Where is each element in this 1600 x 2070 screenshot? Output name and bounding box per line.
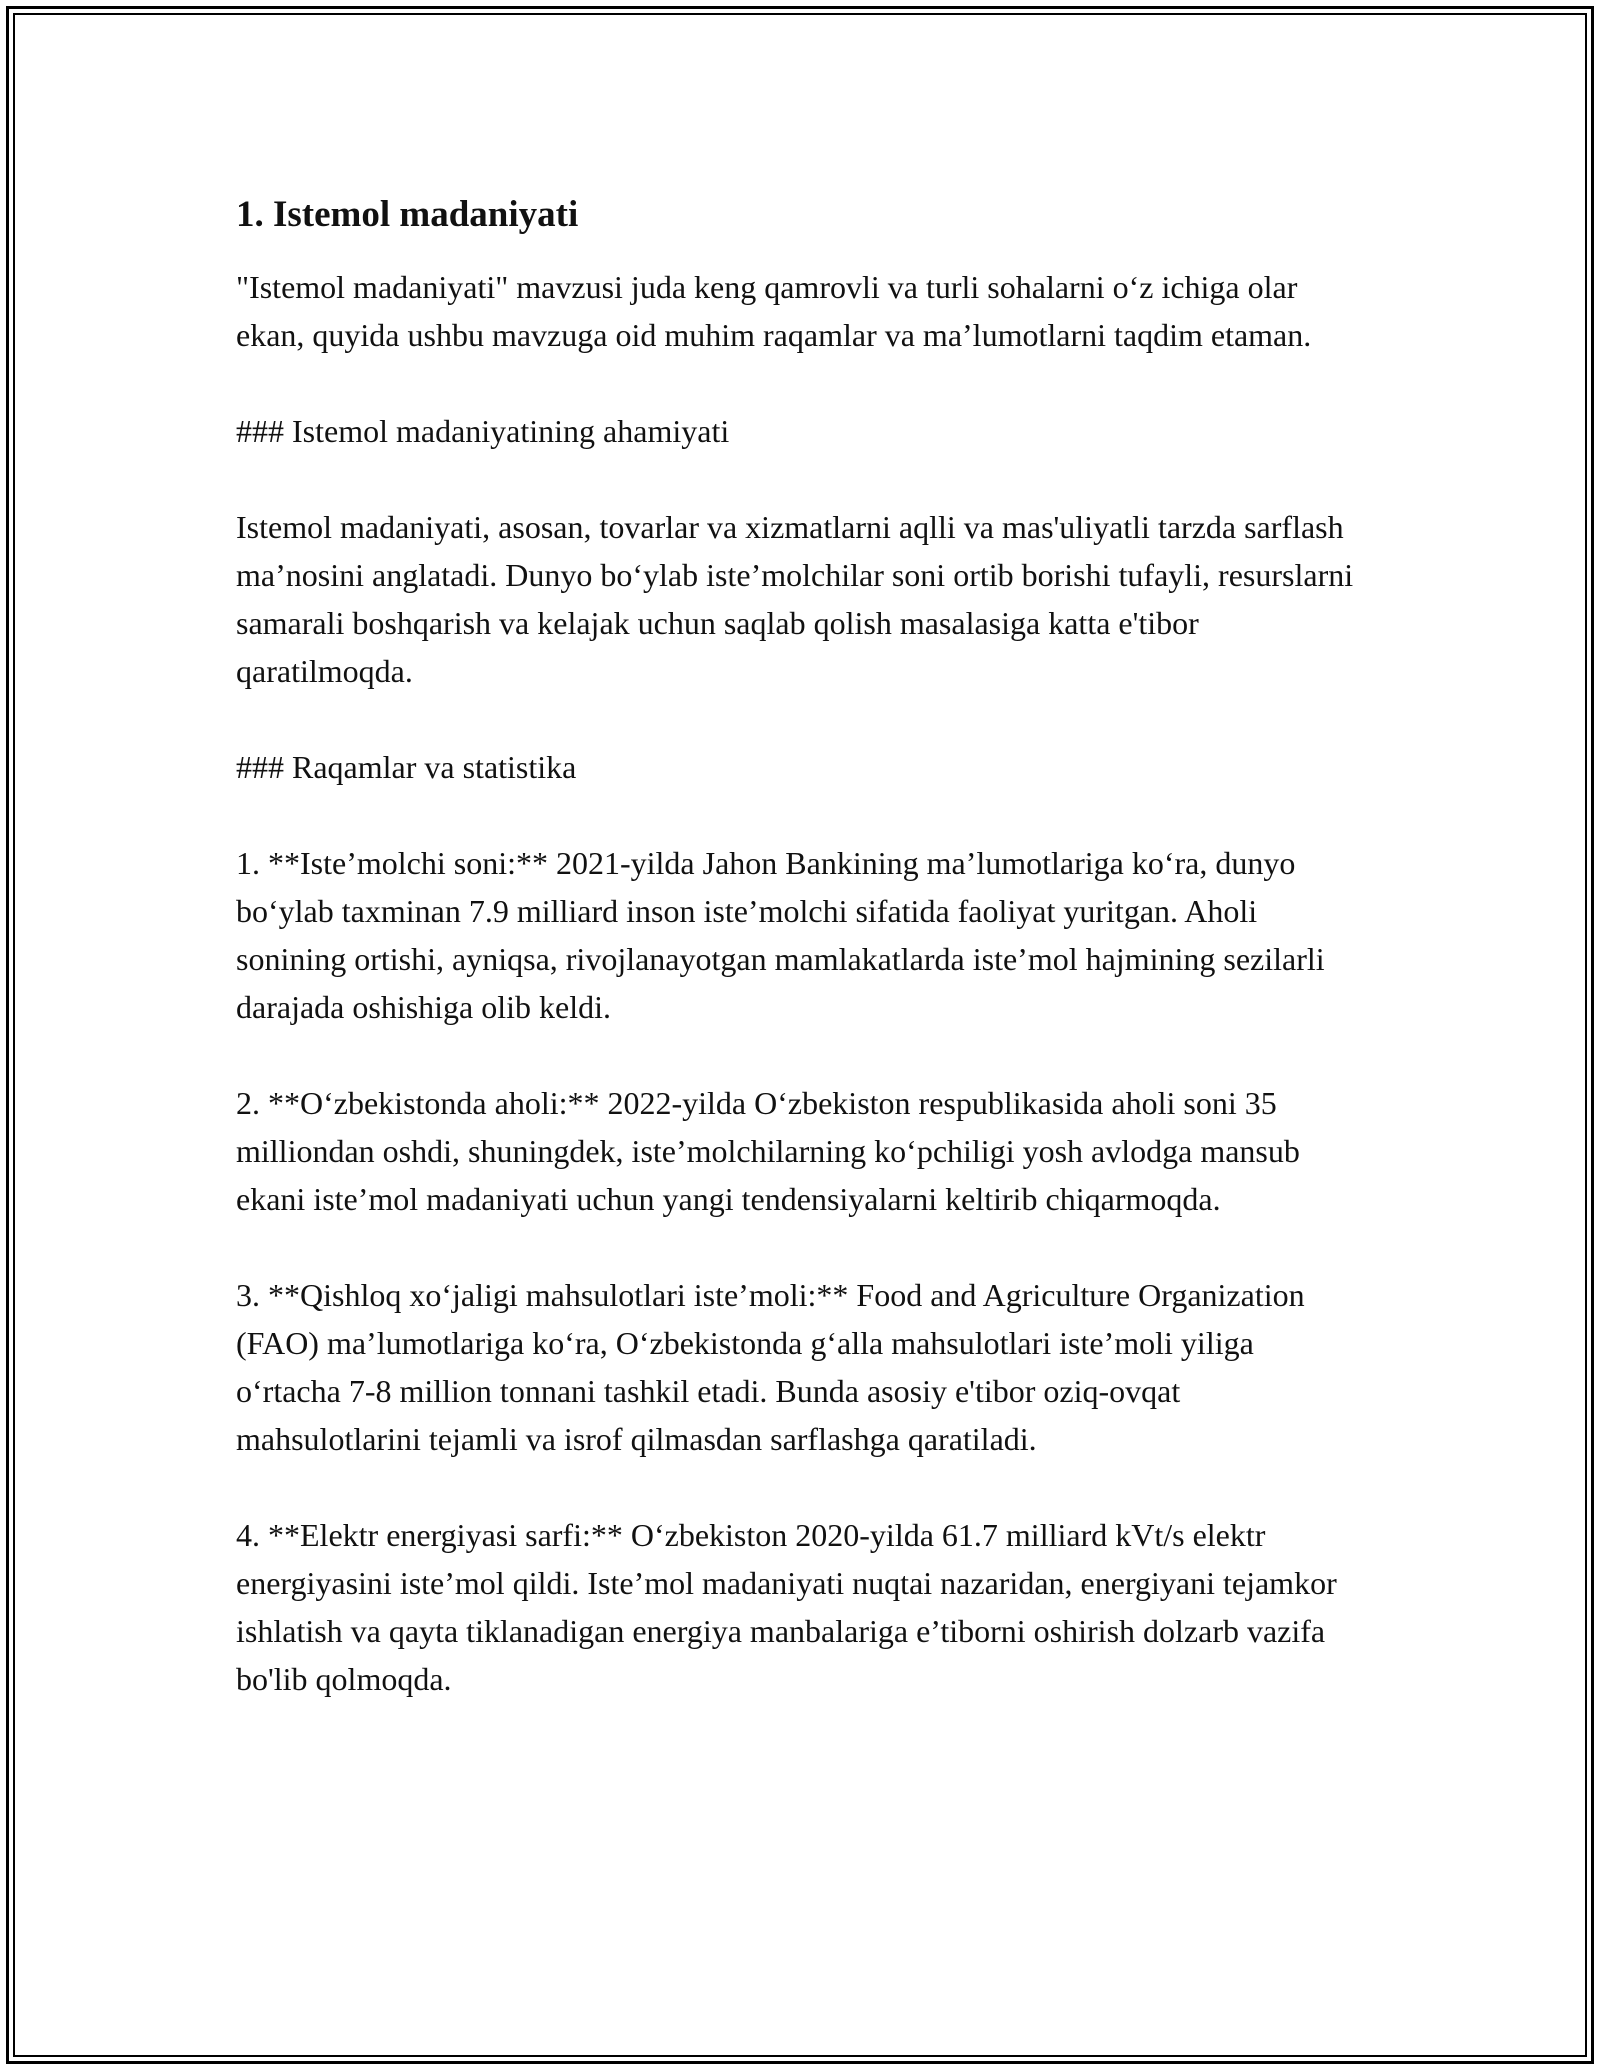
list-item-electricity: 4. **Elektr energiyasi sarfi:** O‘zbekiston 2020-yilda 61.7 milliard kVt/s elektr energiyasini iste’mol qildi. Iste’mol madaniyati nuqtai nazaridan, energiyani tejamkor ishlatish va qayta tiklanadigan energiya manbalariga e’tiborni oshirish dolzarb vazifa bo'lib qolmoqda. (236, 1517, 1337, 1697)
list-item-population: 2. **O‘zbekistonda aholi:** 2022-yilda O‘zbekiston respublikasida aholi soni 35 milliondan oshdi, shuningdek, iste’molchilarning ko‘pchiligi yosh avlodga mansub ekani iste’mol madaniyati uchun yangi tendensiyalarni keltirib chiqarmoqda. (236, 1085, 1300, 1217)
page-title: 1. Istemol madaniyati (236, 194, 579, 235)
importance-paragraph: Istemol madaniyati, asosan, tovarlar va xizmatlarni aqlli va mas'uliyatli tarzda sarflash ma’nosini anglatadi. Dunyo bo‘ylab iste’molchilar soni ortib borishi tufayli, resurslarni samarali boshqarish va kelajak uchun saqlab qolish masalasiga katta e'tibor qaratilmoqda. (236, 509, 1354, 689)
section-heading-importance: ### Istemol madaniyatining ahamiyati (236, 413, 730, 449)
list-item-agriculture: 3. **Qishloq xo‘jaligi mahsulotlari iste’moli:** Food and Agriculture Organization (FAO) ma’lumotlariga ko‘ra, O‘zbekistonda g‘alla mahsulotlari iste’moli yiliga o‘rtacha 7-8 million tonnani tashkil etadi. Bunda asosiy e'tibor oziq-ovqat mahsulotlarini tejamli va isrof qilmasdan sarflashga qaratiladi. (236, 1277, 1305, 1457)
section-heading-statistics: ### Raqamlar va statistika (236, 749, 577, 785)
list-item-consumers: 1. **Iste’molchi soni:** 2021-yilda Jahon Bankining ma’lumotlariga ko‘ra, dunyo bo‘ylab taxminan 7.9 milliard inson iste’molchi sifatida faoliyat yuritgan. Aholi sonining ortishi, ayniqsa, rivojlanayotgan mamlakatlarda iste’mol hajmining sezilarli darajada oshishiga olib keldi. (236, 845, 1325, 1025)
intro-paragraph: "Istemol madaniyati" mavzusi juda keng qamrovli va turli sohalarni o‘z ichiga olar ekan, quyida ushbu mavzuga oid muhim raqamlar va ma’lumotlarni taqdim etaman. (236, 269, 1312, 353)
document-body (236, 185, 1366, 1703)
